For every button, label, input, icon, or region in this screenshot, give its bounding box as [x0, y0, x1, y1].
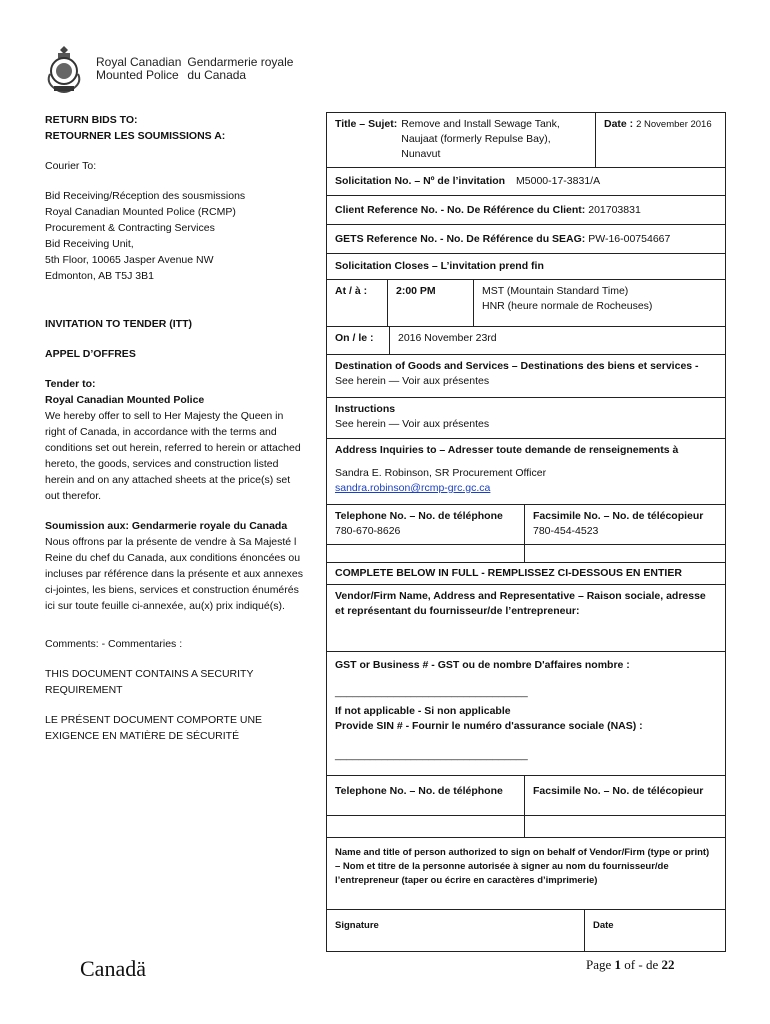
instructions-row — [327, 398, 725, 439]
not-applicable-label: If not applicable - Si non applicable — [335, 705, 511, 717]
destination-label: Destination of Goods and Services – Destinations des biens et services - — [335, 360, 699, 372]
client-ref-value: 201703831 — [588, 203, 641, 216]
solicitation-label: Solicitation No. – Nº de l’invitation — [335, 175, 506, 187]
destination-value: See herein — Voir aux présentes — [335, 375, 490, 387]
solicitation-row — [327, 168, 725, 196]
closing-date-row — [327, 327, 725, 355]
title-value: Nunavut — [401, 148, 441, 160]
timezone-fr: HNR (heure normale de Rocheuses) — [482, 300, 653, 312]
org-en-line1: Royal Canadian — [96, 55, 182, 69]
address-line: 5th Floor, 10065 Jasper Avenue NW — [45, 254, 214, 266]
tender-text: We hereby offer to sell to Her Majesty the Queen in right of Canada, in accordance with the terms and conditions set out herein, referred to herein or attached hereto, the goods, services and construction listed herein and on any attached sheets at the price(s) set out therefor. — [45, 410, 301, 502]
signature-date-label: Date — [584, 910, 725, 951]
on-label: On / le : — [335, 332, 374, 344]
address-line: Edmonton, AB T5J 3B1 — [45, 270, 154, 282]
inquiries-label: Address Inquiries to – Adresser toute demande de renseignements à — [335, 444, 679, 456]
complete-below-label: COMPLETE BELOW IN FULL - REMPLISSEZ CI-DESSOUS EN ENTIER — [335, 567, 682, 579]
title-row — [327, 113, 725, 168]
spacer-row — [327, 545, 725, 563]
return-bids-to: RETURN BIDS TO: — [45, 114, 138, 126]
vendor-phone-fax-row — [327, 776, 725, 816]
phone-fax-row — [327, 505, 725, 545]
page-of: of - de — [621, 957, 662, 972]
fax-value: 780-454-4523 — [533, 525, 599, 537]
telephone-label: Telephone No. – No. de téléphone — [335, 510, 503, 522]
title-value: Remove and Install Sewage Tank, — [401, 118, 560, 130]
telephone-value: 780-670-8626 — [335, 525, 401, 537]
contact-name: Sandra E. Robinson, SR Procurement Officer — [335, 467, 547, 479]
gets-ref-value: PW-16-00754667 — [588, 232, 671, 245]
soumission-text: Nous offrons par la présente de vendre à Sa Majesté l Reine du chef du Canada, aux conditions énoncées ou incluses par référence dans la présente et aux annexes ci-jointes, les biens, services et construction énumérés ici sur toute feuille ci-annexée, au(x) prix indiqué(s). — [45, 536, 303, 612]
page-prefix: Page — [586, 957, 615, 972]
canada-wordmark-text: Canadä — [80, 956, 146, 981]
inquiries-row — [327, 439, 725, 505]
title-label: Title – Sujet: — [335, 118, 398, 130]
page-total: 22 — [661, 957, 675, 972]
timezone-en: MST (Mountain Standard Time) — [482, 285, 629, 297]
name-title-label: Name and title of person authorized to sign on behalf of Vendor/Firm (type or print) – Nom et titre de la personne autorisée à signer au nom du fournisseur/de l’entrepreneur (taper ou écrire en caractères d’imprimerie) — [335, 847, 710, 886]
solicitation-number: M5000-17-3831/A — [516, 175, 601, 187]
tender-to-label: Tender to: — [45, 378, 96, 390]
closing-time-row — [327, 280, 725, 327]
canada-wordmark — [80, 956, 170, 986]
courier-to: Courier To: — [45, 160, 97, 172]
client-ref-row — [327, 196, 725, 225]
org-en-line2: Mounted Police — [96, 68, 179, 82]
address-line: Bid Receiving Unit, — [45, 238, 134, 250]
title-value: Naujaat (formerly Repulse Bay), — [401, 133, 551, 145]
page-number — [586, 957, 674, 973]
gst-blank-line: _________________________________ — [335, 686, 528, 698]
rcmp-crest-icon — [44, 44, 84, 94]
signature-row[interactable] — [327, 910, 725, 952]
left-column — [45, 112, 305, 744]
vendor-row[interactable] — [327, 585, 725, 652]
provide-sin-label: Provide SIN # - Fournir le numéro d'assurance sociale (NAS) : — [335, 720, 643, 732]
instructions-label: Instructions — [335, 403, 396, 415]
org-fr-line2: du Canada — [187, 68, 247, 82]
itt-heading: INVITATION TO TENDER (ITT) — [45, 318, 192, 330]
page-current: 1 — [614, 957, 622, 972]
sin-blank-line: _________________________________ — [335, 749, 528, 761]
at-label: At / à : — [335, 285, 368, 297]
address-line: Royal Canadian Mounted Police (RCMP) — [45, 206, 236, 218]
gets-ref-label: GETS Reference No. - No. De Référence du SEAG: — [335, 232, 586, 245]
closing-date: 2016 November 23rd — [389, 327, 725, 354]
bid-receiving-address — [45, 188, 305, 284]
vendor-fax-label: Facsimile No. – No. de télécopieur — [533, 785, 704, 797]
name-title-row[interactable] — [327, 838, 725, 910]
tender-to-org: Royal Canadian Mounted Police — [45, 394, 205, 406]
gst-row[interactable] — [327, 652, 725, 776]
contact-email-link[interactable]: sandra.robinson@rcmp-grc.gc.ca — [335, 482, 491, 494]
appel-heading: APPEL D’OFFRES — [45, 348, 136, 360]
closes-row — [327, 254, 725, 280]
soumission-heading: Soumission aux: Gendarmerie royale du Canada — [45, 520, 288, 532]
vendor-phone-fax-values-row[interactable] — [327, 816, 725, 838]
closing-time: 2:00 PM — [387, 280, 473, 326]
signature-label: Signature — [335, 920, 379, 931]
complete-below-row — [327, 563, 725, 585]
destination-row — [327, 355, 725, 398]
date-value: 2 November 2016 — [636, 119, 712, 130]
instructions-value: See herein — Voir aux présentes — [335, 418, 490, 430]
comments-label: Comments: - Commentaries : — [45, 638, 183, 650]
vendor-telephone-label: Telephone No. – No. de téléphone — [335, 785, 503, 797]
client-ref-label: Client Reference No. - No. De Référence du Client: — [335, 203, 586, 216]
vendor-label: Vendor/Firm Name, Address and Representative – Raison sociale, adresse et représentant du fournisseur/de l’entrepreneur: — [335, 590, 706, 617]
security-requirement-fr: LE PRÉSENT DOCUMENT COMPORTE UNE EXIGENCE EN MATIÈRE DE SÉCURITÉ — [45, 714, 263, 742]
gst-label: GST or Business # - GST ou de nombre D'affaires nombre : — [335, 659, 630, 671]
date-label: Date : — [604, 118, 634, 130]
fax-label: Facsimile No. – No. de télécopieur — [533, 510, 704, 522]
gets-ref-row — [327, 225, 725, 254]
org-fr-line1: Gendarmerie royale — [187, 55, 294, 69]
security-requirement-en: THIS DOCUMENT CONTAINS A SECURITY REQUIREMENT — [45, 668, 254, 696]
closes-label: Solicitation Closes – L’invitation prend fin — [335, 260, 544, 272]
tender-form — [326, 112, 726, 952]
agency-header — [44, 44, 299, 94]
address-line: Bid Receiving/Réception des sousmissions — [45, 190, 246, 202]
address-line: Procurement & Contracting Services — [45, 222, 215, 234]
retourner-soumissions: RETOURNER LES SOUMISSIONS A: — [45, 130, 226, 142]
